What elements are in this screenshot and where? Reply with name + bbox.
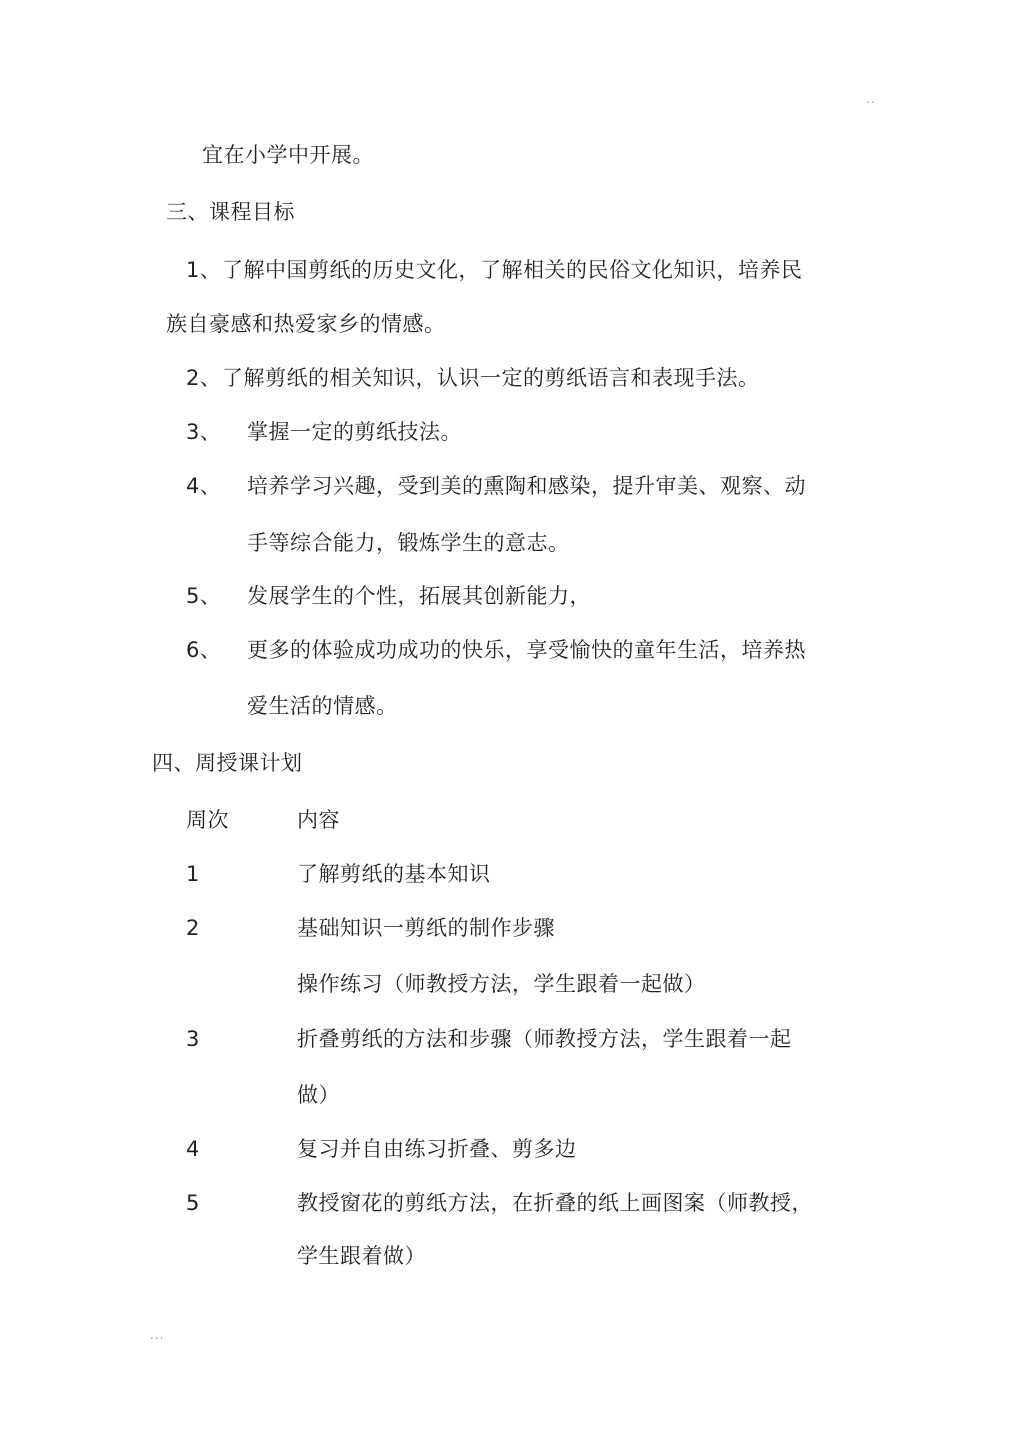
row-5-content-line-1: 教授窗花的剪纸方法，在折叠的纸上画图案（师教授， [297,1191,813,1215]
goal-1-line-1: 了解中国剪纸的历史文化，了解相关的民俗文化知识，培养民 [222,258,803,282]
goal-2-number: 2、 [186,366,222,390]
goal-6-line-2: 爱生活的情感。 [247,694,398,718]
row-3-week: 3 [186,1027,200,1051]
row-5-content-line-2: 学生跟着做） [297,1244,426,1268]
row-4-week: 4 [186,1137,200,1161]
goal-6-number: 6、 [186,638,222,662]
goal-3-line-1: 掌握一定的剪纸技法。 [247,420,462,444]
row-2-content-line-1: 基础知识一剪纸的制作步骤 [297,916,555,940]
goal-3-number: 3、 [186,420,222,444]
section3-heading: 三、课程目标 [166,200,295,224]
goal-5-line-1: 发展学生的个性，拓展其创新能力， [247,584,591,608]
top-page-marker: .. [866,92,876,106]
row-3-content-line-1: 折叠剪纸的方法和步骤（师教授方法，学生跟着一起 [297,1027,792,1051]
goal-1-line-2: 族自豪感和热爱家乡的情感。 [166,312,446,336]
row-1-week: 1 [186,862,200,886]
goal-1-number: 1、 [186,258,222,282]
row-4-content-line-1: 复习并自由练习折叠、剪多边 [297,1137,577,1161]
goal-4-number: 4、 [186,474,222,498]
row-3-content-line-2: 做） [297,1083,340,1107]
row-2-week: 2 [186,916,200,940]
goal-6-line-1: 更多的体验成功成功的快乐，享受愉快的童年生活，培养热 [247,638,806,662]
row-2-content-line-2: 操作练习（师教授方法，学生跟着一起做） [297,972,706,996]
goal-5-number: 5、 [186,584,222,608]
column-header-content: 内容 [297,808,340,832]
goal-4-line-2: 手等综合能力，锻炼学生的意志。 [247,531,570,555]
column-header-week: 周次 [186,808,229,832]
goal-2-line-1: 了解剪纸的相关知识，认识一定的剪纸语言和表现手法。 [222,366,760,390]
goal-4-line-1: 培养学习兴趣，受到美的熏陶和感染，提升审美、观察、动 [247,474,806,498]
row-5-week: 5 [186,1191,200,1215]
row-1-content-line-1: 了解剪纸的基本知识 [297,862,491,886]
bottom-page-marker: ... [150,1328,165,1342]
intro-line: 宜在小学中开展。 [202,143,374,167]
section4-heading: 四、周授课计划 [152,751,303,775]
